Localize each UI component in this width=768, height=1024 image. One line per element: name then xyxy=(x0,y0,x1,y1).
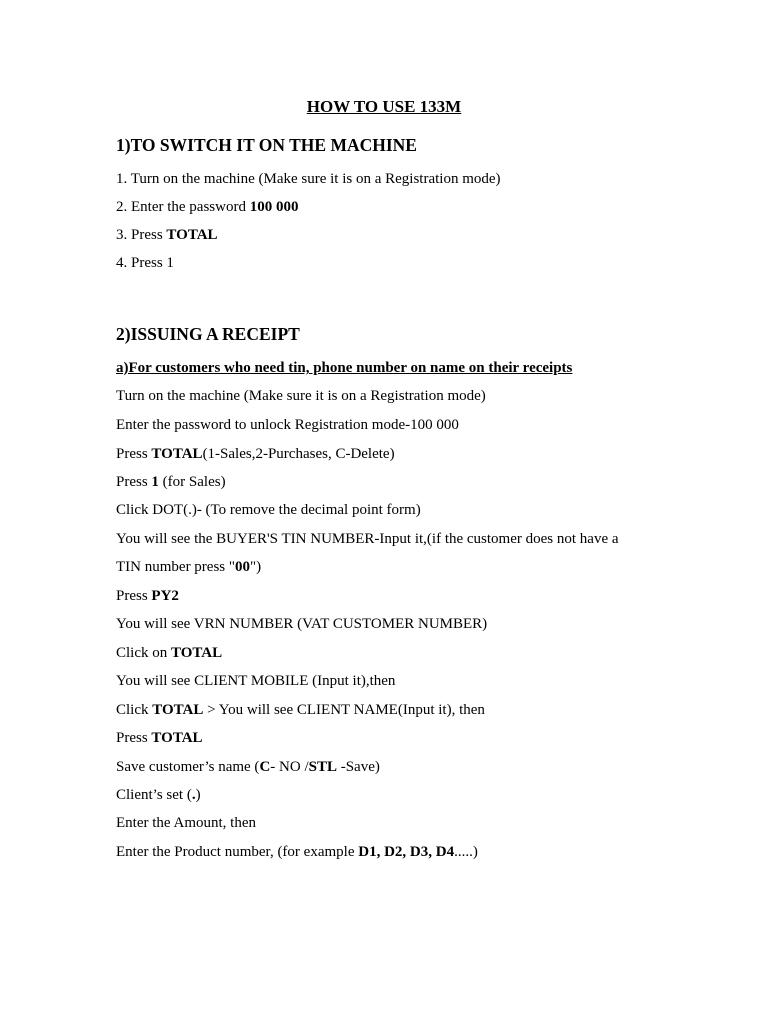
step-4 xyxy=(116,254,174,272)
instruction-line xyxy=(116,644,222,662)
instruction-text: Save customer’s name ( xyxy=(116,759,260,775)
section-heading-issuing-receipt: 2)ISSUING A RECEIPT xyxy=(116,324,300,344)
instruction-line xyxy=(116,445,395,463)
instruction-line xyxy=(116,558,261,576)
instruction-text: Press xyxy=(116,730,152,746)
instruction-line xyxy=(116,615,487,633)
instruction-line xyxy=(116,501,421,519)
instruction-text: Press xyxy=(116,446,152,462)
step-bold: TOTAL xyxy=(166,227,218,243)
instruction-line xyxy=(116,387,486,405)
instruction-text: - NO / xyxy=(270,759,309,775)
instruction-bold: TOTAL xyxy=(151,446,203,462)
instruction-bold: TOTAL xyxy=(171,645,223,661)
document-title: HOW TO USE 133M xyxy=(306,97,462,116)
instruction-text: .....) xyxy=(454,844,478,860)
instruction-bold: STL xyxy=(308,759,337,775)
instruction-bold: C xyxy=(259,759,271,775)
instruction-text: -Save) xyxy=(336,759,380,775)
instruction-text: Click DOT(.)- (To remove the decimal point form) xyxy=(116,502,421,518)
instruction-line xyxy=(116,729,203,747)
instruction-line xyxy=(116,786,201,804)
instruction-line xyxy=(116,530,619,548)
instruction-line xyxy=(116,758,380,776)
instruction-text: Click xyxy=(116,702,153,718)
instruction-line xyxy=(116,473,226,491)
instruction-text: Client’s set ( xyxy=(116,787,192,803)
instruction-text: Turn on the machine (Make sure it is on a Registration mode) xyxy=(116,388,486,404)
instruction-text: ) xyxy=(195,787,201,803)
instruction-text: (1-Sales,2-Purchases, C-Delete) xyxy=(202,446,395,462)
instruction-bold: 1 xyxy=(151,474,159,490)
step-2 xyxy=(116,198,298,216)
instruction-text: You will see VRN NUMBER (VAT CUSTOMER NUMBER) xyxy=(116,616,488,632)
step-3 xyxy=(116,226,218,244)
instruction-line xyxy=(116,701,485,719)
instruction-line xyxy=(116,843,478,861)
step-text: 3. Press xyxy=(116,227,167,243)
instruction-text: (for Sales) xyxy=(158,474,226,490)
instruction-bold: 00 xyxy=(235,559,251,575)
instruction-text: Enter the password to unlock Registration mode-100 000 xyxy=(116,417,459,433)
step-bold: 100 000 xyxy=(249,199,299,215)
instruction-line xyxy=(116,587,179,605)
instruction-line xyxy=(116,814,256,832)
instruction-text: Press xyxy=(116,588,152,604)
instruction-text: > You will see CLIENT NAME(Input it), then xyxy=(203,702,485,718)
instruction-text: Enter the Product number, (for example xyxy=(116,844,359,860)
section-heading-switch-on: 1)TO SWITCH IT ON THE MACHINE xyxy=(116,135,417,155)
instruction-text: ") xyxy=(250,559,262,575)
instruction-bold: TOTAL xyxy=(151,730,203,746)
instruction-bold: TOTAL xyxy=(152,702,204,718)
instruction-bold: . xyxy=(191,787,196,803)
instruction-text: You will see the BUYER'S TIN NUMBER-Input it,(if the customer does not have a xyxy=(116,531,619,547)
instruction-line xyxy=(116,672,395,690)
step-text: 2. Enter the password xyxy=(116,199,250,215)
subheading-customers-tin: a)For customers who need tin, phone number on name on their receipts xyxy=(116,360,573,376)
step-1 xyxy=(116,170,501,188)
instruction-bold: PY2 xyxy=(151,588,179,604)
instruction-text: Enter the Amount, then xyxy=(116,815,256,831)
instruction-line xyxy=(116,416,459,434)
instruction-bold: D1, D2, D3, D4 xyxy=(358,844,455,860)
instruction-text: Click on xyxy=(116,645,171,661)
instruction-text: Press xyxy=(116,474,152,490)
instruction-text: TIN number press " xyxy=(116,559,236,575)
step-text: 4. Press 1 xyxy=(116,255,174,271)
step-text: 1. Turn on the machine (Make sure it is on a Registration mode) xyxy=(116,171,501,187)
instruction-text: You will see CLIENT MOBILE (Input it),then xyxy=(116,673,396,689)
